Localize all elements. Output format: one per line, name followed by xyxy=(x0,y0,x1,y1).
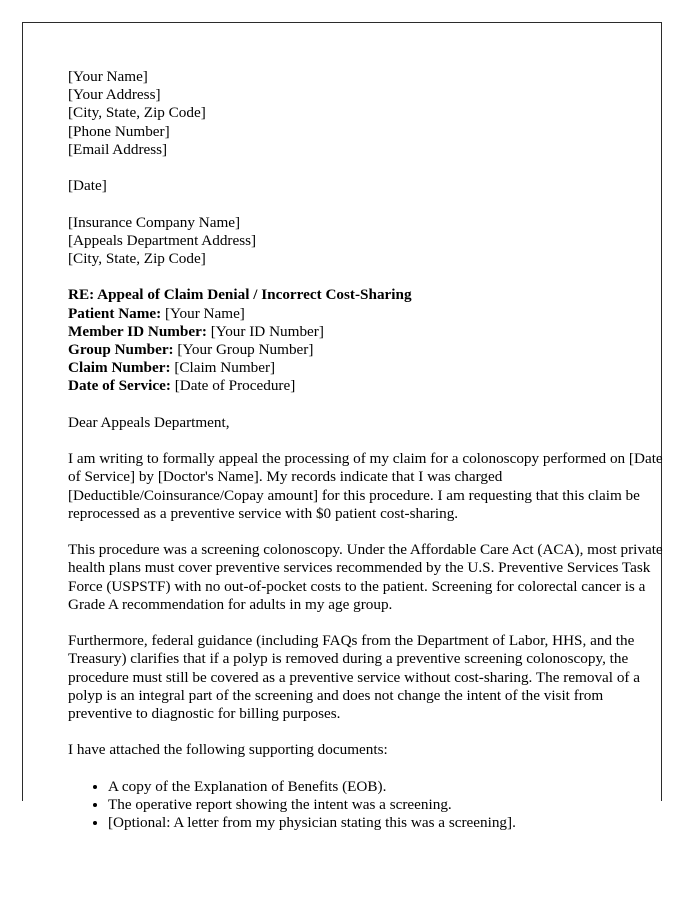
spacer xyxy=(68,614,665,632)
reference-field-label: Group Number: xyxy=(68,341,174,358)
spacer xyxy=(68,432,665,450)
reference-field-value: [Claim Number] xyxy=(174,359,276,377)
spacer xyxy=(68,268,665,286)
recipient-line: [Appeals Department Address] xyxy=(68,231,257,249)
attachments-list xyxy=(68,778,665,833)
reference-field-value: [Date of Procedure] xyxy=(174,377,296,395)
letter-content xyxy=(68,68,665,832)
salutation: Dear Appeals Department, xyxy=(68,413,230,431)
reference-field-label: Member ID Number: xyxy=(68,322,207,340)
date-line: [Date] xyxy=(68,177,107,195)
reference-field-value: [Your Name] xyxy=(165,304,245,322)
reference-field-label: Patient Name: xyxy=(68,304,162,322)
spacer xyxy=(68,523,665,541)
spacer xyxy=(68,195,665,213)
list-item: • [Optional: A letter from my physician stating this was a screening]. xyxy=(108,814,665,832)
sender-line: [Your Address] xyxy=(68,86,161,104)
list-item: • A copy of the Explanation of Benefits (EOB). xyxy=(108,778,665,796)
sender-line: [Phone Number] xyxy=(68,122,170,140)
reference-field-value: [Your Group Number] xyxy=(177,341,314,358)
date-block xyxy=(68,177,665,195)
reference-field-patient-name xyxy=(68,305,665,323)
reference-field-label: Claim Number: xyxy=(68,359,171,377)
reference-field-claim-number xyxy=(68,359,665,377)
list-item: • The operative report showing the intent was a screening. xyxy=(108,796,665,814)
recipient-address-block xyxy=(68,214,665,269)
body-paragraph: I am writing to formally appeal the processing of my claim for a colonoscopy performed on [Date of Service] by [Doctor's Name]. My records indicate that I was charged [Deductible/Coinsurance/Copay amount] for this procedure. I am requesting that this claim be reprocessed as a preventive service with $0 patient cost-sharing. xyxy=(68,450,663,522)
reference-field-date-of-service xyxy=(68,377,665,395)
spacer xyxy=(68,396,665,414)
spacer xyxy=(68,723,665,741)
body-paragraph: Furthermore, federal guidance (including FAQs from the Department of Labor, HHS, and the Treasury) clarifies that if a polyp is removed during a preventive screening colonoscopy, the procedure must still be covered as a preventive service without cost-sharing. The removal of a polyp is an integral part of the screening and does not change the intent of the visit from preventive to diagnostic for billing purposes. xyxy=(68,632,641,722)
sender-address-block xyxy=(68,68,665,159)
reference-field-label: Date of Service: xyxy=(68,377,171,395)
body-paragraph: This procedure was a screening colonoscopy. Under the Affordable Care Act (ACA), most private health plans must cover preventive services recommended by the U.S. Preventive Services Task Force (USPSTF) with no out-of-pocket costs to the patient. Screening for colorectal cancer is a Grade A recommendation for adults in my age group. xyxy=(68,541,663,613)
sender-line: [Email Address] xyxy=(68,140,168,158)
reference-field-group-number xyxy=(68,341,665,359)
document-page-frame xyxy=(22,22,663,832)
reference-heading: RE: Appeal of Claim Denial / Incorrect Cost-Sharing xyxy=(68,286,412,304)
reference-block xyxy=(68,286,665,395)
spacer xyxy=(68,159,665,177)
reference-field-value: [Your ID Number] xyxy=(210,322,324,340)
recipient-line: [City, State, Zip Code] xyxy=(68,250,206,267)
attachments-intro: I have attached the following supporting documents: xyxy=(68,741,388,759)
recipient-line: [Insurance Company Name] xyxy=(68,213,241,231)
sender-line: [City, State, Zip Code] xyxy=(68,104,206,122)
spacer xyxy=(68,760,665,778)
sender-line: [Your Name] xyxy=(68,68,148,85)
reference-field-member-id xyxy=(68,323,665,341)
